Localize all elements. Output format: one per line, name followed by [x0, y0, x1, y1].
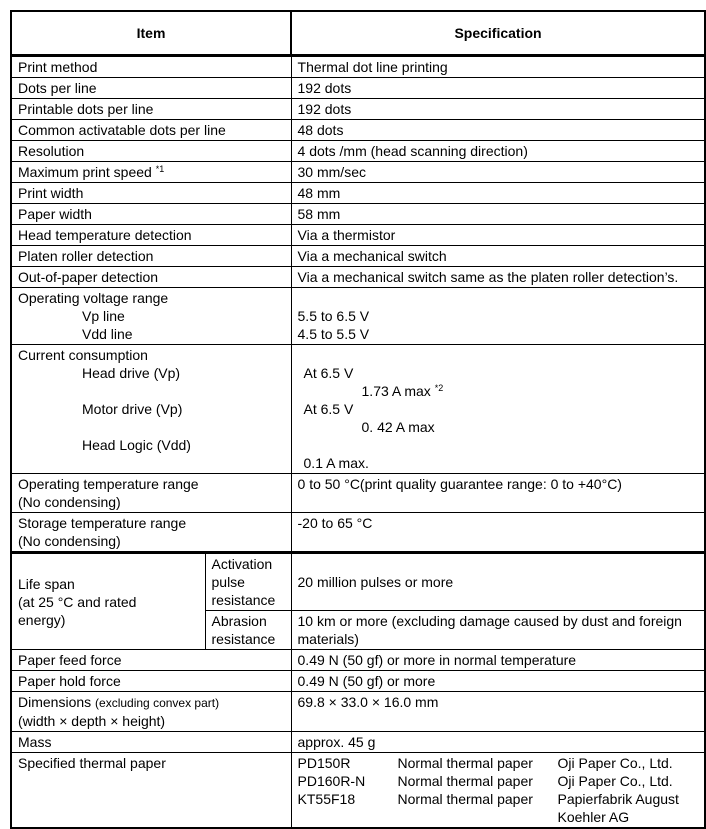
footnote-mark: *1 — [155, 164, 165, 174]
current-value-1 — [304, 382, 699, 400]
table-row — [11, 204, 705, 225]
item-header: Item — [11, 11, 291, 56]
row-value: Via a thermistor — [291, 225, 705, 246]
dimensions-label: Dimensions — [18, 694, 92, 710]
current-value-1-text: 1.73 A max — [361, 383, 431, 399]
paper-item — [298, 772, 699, 790]
row-value: 48 mm — [291, 183, 705, 204]
row-label: Specified thermal paper — [11, 753, 291, 829]
current-at-2: At 6.5 V — [303, 401, 354, 417]
dimensions-note: (excluding convex part) — [95, 696, 220, 710]
table-row — [11, 513, 705, 553]
row-value — [291, 288, 705, 345]
activation-value: 20 million pulses or more — [291, 553, 705, 611]
row-value: Thermal dot line printing — [291, 56, 705, 78]
paper-type: Normal thermal paper — [397, 791, 533, 807]
row-label: Common activatable dots per line — [11, 120, 291, 141]
table-row — [11, 120, 705, 141]
current-value-3: 0.1 A max. — [303, 455, 369, 471]
paper-item — [298, 790, 699, 826]
abrasion-label: Abrasion resistance — [205, 611, 291, 650]
life-span-line-3: energy) — [18, 611, 66, 628]
row-value: 0.49 N (50 gf) or more in normal temperature — [291, 650, 705, 671]
storage-temp-label: Storage temperature range — [18, 515, 187, 531]
row-label: Resolution — [11, 141, 291, 162]
row-label — [11, 288, 291, 345]
row-value: -20 to 65 °C — [291, 513, 705, 553]
row-value: 192 dots — [291, 78, 705, 99]
spacer — [298, 289, 699, 307]
spacer — [18, 418, 285, 436]
footnote-mark: *2 — [434, 383, 444, 393]
activation-label: Activation pulse resistance — [205, 553, 291, 611]
row-value: 4 dots /mm (head scanning direction) — [291, 141, 705, 162]
row-value — [291, 345, 705, 474]
table-row — [11, 99, 705, 120]
row-value: 192 dots — [291, 99, 705, 120]
paper-model: KT55F18 — [297, 791, 356, 807]
row-value: 69.8 × 33.0 × 16.0 mm — [291, 692, 705, 732]
current-at-1: At 6.5 V — [303, 365, 354, 381]
paper-model: PD160R-N — [297, 773, 366, 789]
spacer — [18, 454, 285, 472]
vdd-value: 4.5 to 5.5 V — [297, 326, 370, 342]
paper-model: PD150R — [297, 755, 351, 771]
table-row — [11, 183, 705, 204]
row-label: Dots per line — [11, 78, 291, 99]
row-label-text: Maximum print speed — [18, 164, 152, 180]
table-row — [11, 56, 705, 78]
voltage-label: Operating voltage range — [18, 290, 169, 306]
table-row — [11, 267, 705, 288]
paper-maker: Oji Paper Co., Ltd. — [557, 773, 673, 789]
row-value: 30 mm/sec — [291, 162, 705, 183]
table-row — [11, 162, 705, 183]
vp-value: 5.5 to 6.5 V — [297, 308, 370, 324]
table-row — [11, 553, 705, 611]
row-label — [11, 474, 291, 513]
table-row — [11, 225, 705, 246]
row-value: Via a mechanical switch same as the platen roller detection’s. — [291, 267, 705, 288]
spacer — [304, 436, 699, 454]
row-label: Mass — [11, 732, 291, 753]
paper-item — [298, 754, 699, 772]
paper-type: Normal thermal paper — [397, 773, 533, 789]
paper-maker: Oji Paper Co., Ltd. — [557, 755, 673, 771]
storage-temp-label-2: (No condensing) — [18, 533, 121, 549]
spacer — [304, 346, 699, 364]
specification-table — [10, 10, 706, 829]
paper-list — [291, 753, 705, 829]
table-row — [11, 671, 705, 692]
row-label — [11, 345, 291, 474]
row-label — [11, 513, 291, 553]
head-logic-label: Head Logic (Vdd) — [82, 437, 191, 453]
paper-maker: Papierfabrik August Koehler AG — [557, 791, 679, 825]
row-label — [11, 162, 291, 183]
row-label: Print width — [11, 183, 291, 204]
row-label: Paper width — [11, 204, 291, 225]
row-value: 48 dots — [291, 120, 705, 141]
table-row — [11, 345, 705, 474]
table-row — [11, 650, 705, 671]
life-span-line-2: (at 25 °C and rated — [18, 593, 137, 610]
abrasion-value: 10 km or more (excluding damage caused by dust and foreign materials) — [291, 611, 705, 650]
spacer — [18, 382, 285, 400]
vp-label: Vp line — [82, 308, 125, 324]
table-row — [11, 141, 705, 162]
row-label: Paper hold force — [11, 671, 291, 692]
op-temp-label: Operating temperature range — [18, 476, 199, 492]
spec-header: Specification — [291, 11, 705, 56]
row-label: Head temperature detection — [11, 225, 291, 246]
row-value: 0.49 N (50 gf) or more — [291, 671, 705, 692]
row-value: approx. 45 g — [291, 732, 705, 753]
row-value: Via a mechanical switch — [291, 246, 705, 267]
row-label — [11, 692, 291, 732]
row-label: Printable dots per line — [11, 99, 291, 120]
vdd-label: Vdd line — [82, 326, 133, 342]
row-value: 0 to 50 °C(print quality guarantee range: 0 to +40°C) — [291, 474, 705, 513]
table-row — [11, 474, 705, 513]
row-label: Print method — [11, 56, 291, 78]
head-drive-label: Head drive (Vp) — [82, 365, 181, 381]
motor-drive-label: Motor drive (Vp) — [82, 401, 183, 417]
header-row — [11, 11, 705, 56]
op-temp-label-2: (No condensing) — [18, 494, 121, 510]
table-row — [11, 288, 705, 345]
current-label: Current consumption — [18, 347, 148, 363]
row-label: Platen roller detection — [11, 246, 291, 267]
table-row — [11, 732, 705, 753]
paper-type: Normal thermal paper — [397, 755, 533, 771]
table-row — [11, 78, 705, 99]
current-value-2: 0. 42 A max — [361, 419, 435, 435]
table-row — [11, 246, 705, 267]
row-value: 58 mm — [291, 204, 705, 225]
life-span-label — [11, 553, 205, 650]
row-label: Paper feed force — [11, 650, 291, 671]
table-row — [11, 753, 705, 829]
life-span-line-1: Life span — [18, 575, 75, 592]
row-label: Out-of-paper detection — [11, 267, 291, 288]
dimensions-label-2: (width × depth × height) — [18, 713, 166, 729]
table-row — [11, 692, 705, 732]
